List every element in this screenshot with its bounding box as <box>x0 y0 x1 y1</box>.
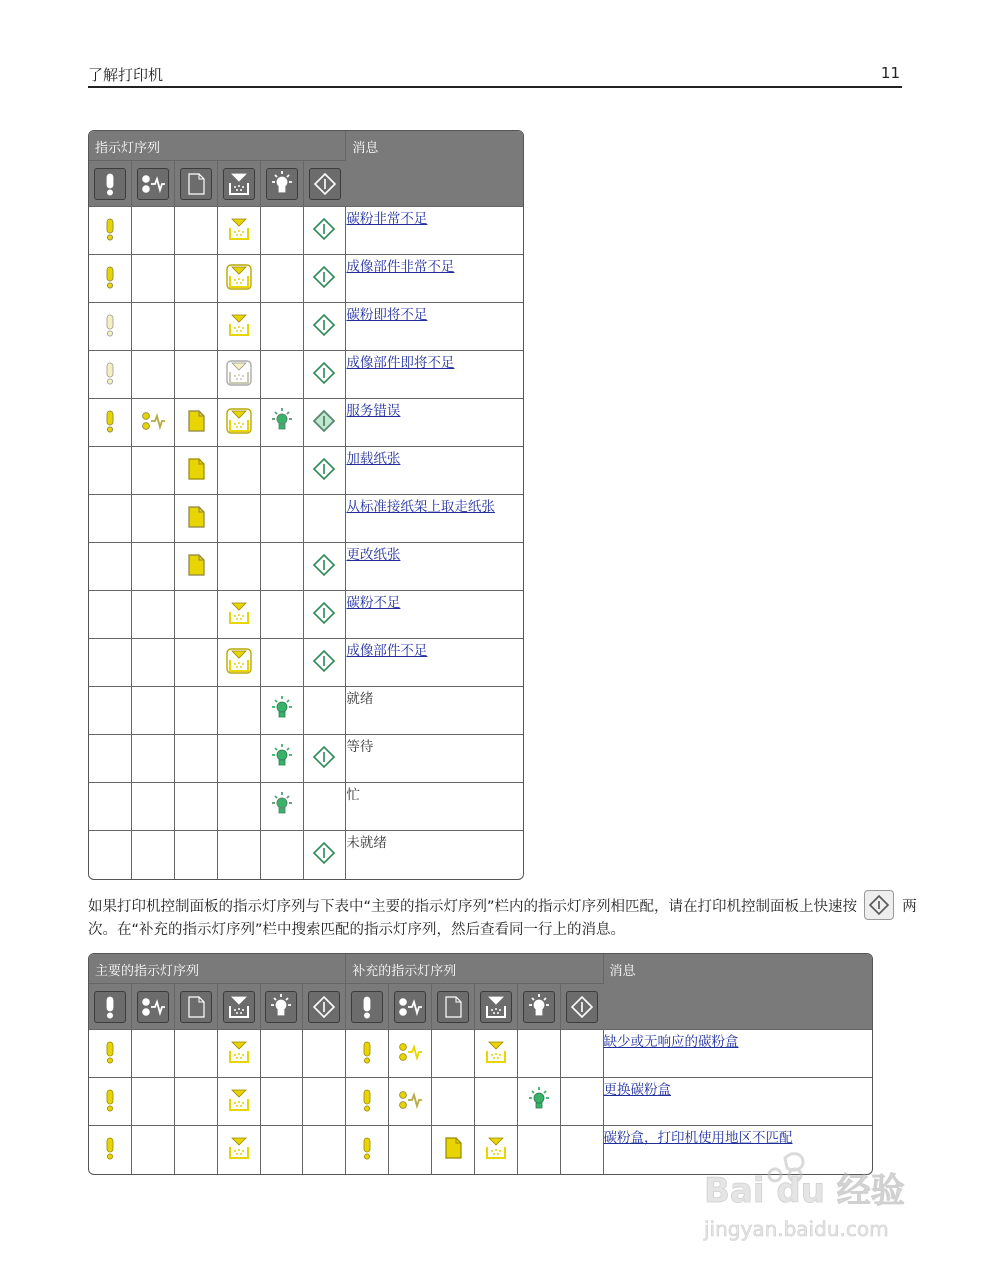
column-header-paper-jam-icon <box>132 984 175 1030</box>
light-cell <box>304 591 347 639</box>
light-cell <box>475 1126 518 1174</box>
ready-on-icon <box>267 694 297 724</box>
error-outline-icon <box>95 358 125 388</box>
light-cell <box>432 1126 475 1174</box>
light-cell <box>89 543 132 591</box>
light-cell <box>89 303 132 351</box>
column-header-error-icon <box>89 161 132 207</box>
paper-blink-icon <box>181 502 211 532</box>
message-cell <box>346 783 523 831</box>
light-cell <box>89 255 132 303</box>
light-cell <box>218 1078 261 1126</box>
light-cell <box>218 591 261 639</box>
column-header-continue-icon <box>303 984 346 1030</box>
light-cell <box>304 207 347 255</box>
light-cell <box>261 735 304 783</box>
watermark-url: jingyan.baidu.com <box>704 1217 889 1241</box>
light-cell <box>261 543 304 591</box>
light-cell <box>175 399 218 447</box>
light-cell <box>304 351 347 399</box>
continue-button-icon <box>864 890 894 920</box>
light-cell <box>175 303 218 351</box>
light-cell <box>218 399 261 447</box>
paper-icon <box>437 991 469 1023</box>
light-cell <box>132 399 175 447</box>
continue-on-icon <box>309 550 339 580</box>
light-cell <box>89 687 132 735</box>
light-cell <box>304 447 347 495</box>
light-cell <box>89 1030 132 1078</box>
light-cell <box>432 1030 475 1078</box>
jam-on-icon <box>395 1037 425 1067</box>
column-header-toner-icon <box>475 984 518 1030</box>
light-cell <box>132 735 175 783</box>
group-header: 指示灯序列 <box>89 131 346 161</box>
light-cell <box>304 399 347 447</box>
message-link[interactable]: 更换碳粉盒 <box>603 1082 671 1098</box>
light-cell <box>132 495 175 543</box>
light-cell <box>261 783 304 831</box>
error-icon <box>94 168 126 200</box>
light-cell <box>175 783 218 831</box>
light-cell <box>261 591 304 639</box>
message-text: 就绪 <box>346 691 374 707</box>
continue-on-icon <box>309 358 339 388</box>
light-cell <box>218 303 261 351</box>
light-cell <box>475 1030 518 1078</box>
paper-jam-icon <box>394 991 426 1023</box>
baidu-watermark <box>700 1140 930 1250</box>
light-cell <box>261 639 304 687</box>
message-link[interactable]: 缺少或无响应的碳粉盒 <box>603 1034 739 1050</box>
message-link[interactable]: 加载纸张 <box>346 451 401 467</box>
error-outline-icon <box>95 310 125 340</box>
light-cell <box>218 1030 261 1078</box>
column-header-ready-icon <box>261 984 304 1030</box>
light-cell <box>132 591 175 639</box>
light-cell <box>304 783 347 831</box>
light-cell <box>89 591 132 639</box>
column-header-paper-icon <box>175 984 218 1030</box>
page-header <box>88 62 902 88</box>
ready-icon <box>265 991 297 1023</box>
toner-on-icon <box>224 1037 254 1067</box>
light-cell <box>261 207 304 255</box>
light-cell <box>132 687 175 735</box>
light-cell <box>389 1078 432 1126</box>
imaging-outline-icon <box>224 358 254 388</box>
continue-icon <box>309 168 341 200</box>
error-blink-icon <box>95 262 125 292</box>
error-on-icon <box>95 1133 125 1163</box>
light-cell <box>346 1078 389 1126</box>
light-cell <box>304 687 347 735</box>
message-cell <box>604 1078 873 1126</box>
light-cell <box>261 1030 304 1078</box>
column-header-ready-icon <box>261 161 304 207</box>
light-cell <box>303 1126 346 1174</box>
light-cell <box>175 1126 218 1174</box>
continue-on-icon <box>309 838 339 868</box>
error-on-icon <box>352 1133 382 1163</box>
message-header: 消息 <box>346 131 523 207</box>
light-cell <box>261 1078 304 1126</box>
error-on-icon <box>352 1037 382 1067</box>
light-cell <box>132 351 175 399</box>
light-cell <box>518 1078 561 1126</box>
light-cell <box>132 447 175 495</box>
light-cell <box>218 543 261 591</box>
ready-on-icon <box>267 742 297 772</box>
light-cell <box>261 495 304 543</box>
light-cell <box>132 1078 175 1126</box>
ready-icon <box>523 991 555 1023</box>
light-cell <box>175 495 218 543</box>
message-cell <box>346 303 523 351</box>
jam-blink-icon <box>395 1085 425 1115</box>
message-link[interactable]: 碳粉即将不足 <box>346 307 428 323</box>
column-header-error-icon <box>89 984 132 1030</box>
message-link[interactable]: 碳粉不足 <box>346 595 401 611</box>
message-cell <box>346 207 523 255</box>
table-row <box>89 1030 872 1078</box>
column-header-error-icon <box>346 984 389 1030</box>
paper-on-icon <box>438 1133 468 1163</box>
light-cell <box>561 1126 604 1174</box>
message-link[interactable]: 成像部件不足 <box>346 643 428 659</box>
error-on-icon <box>95 1037 125 1067</box>
table-row <box>89 447 523 495</box>
paper-icon <box>180 168 212 200</box>
message-cell <box>604 1030 873 1078</box>
column-header-ready-icon <box>518 984 561 1030</box>
light-cell <box>304 303 347 351</box>
message-cell <box>346 495 523 543</box>
light-cell <box>175 543 218 591</box>
light-cell <box>132 783 175 831</box>
imaging-on-icon <box>224 646 254 676</box>
toner-on-icon <box>224 598 254 628</box>
message-text: 未就绪 <box>346 835 387 851</box>
light-cell <box>561 1078 604 1126</box>
light-cell <box>304 255 347 303</box>
light-cell <box>218 735 261 783</box>
table-row <box>89 399 523 447</box>
light-cell <box>89 735 132 783</box>
light-cell <box>346 1126 389 1174</box>
light-cell <box>218 783 261 831</box>
table-row <box>89 639 523 687</box>
table-row <box>89 255 523 303</box>
light-cell <box>218 1126 261 1174</box>
paper-blink-icon <box>181 406 211 436</box>
primary-header: 主要的指示灯序列 <box>89 954 346 984</box>
table-row <box>89 783 523 831</box>
paragraph-part-1: 如果打印机控制面板的指示灯序列与下表中“主要的指示灯序列”栏内的指示灯序列相匹配，请在打印机控制面板上快速按 <box>88 899 858 915</box>
column-header-paper-jam-icon <box>389 984 432 1030</box>
light-cell <box>89 831 132 879</box>
column-header-paper-icon <box>432 984 475 1030</box>
message-header-2: 消息 <box>604 954 873 1030</box>
table-row <box>89 831 523 879</box>
toner-icon <box>223 168 255 200</box>
error-on-icon <box>95 1085 125 1115</box>
light-cell <box>175 591 218 639</box>
paper-icon <box>180 991 212 1023</box>
light-cell <box>218 255 261 303</box>
column-header-paper-icon <box>175 161 218 207</box>
table-row <box>89 303 523 351</box>
light-cell <box>304 495 347 543</box>
light-cell <box>261 447 304 495</box>
instruction-paragraph <box>88 890 918 940</box>
message-text: 等待 <box>346 739 374 755</box>
table-row <box>89 687 523 735</box>
message-cell <box>346 639 523 687</box>
message-link[interactable]: 碳粉盒，打印机使用地区不匹配 <box>603 1130 793 1146</box>
message-cell <box>346 255 523 303</box>
light-cell <box>132 639 175 687</box>
error-blink-icon <box>95 214 125 244</box>
error-icon <box>351 991 383 1023</box>
table-row <box>89 591 523 639</box>
message-cell <box>346 591 523 639</box>
column-header-continue-icon <box>304 161 347 207</box>
light-cell <box>261 399 304 447</box>
light-cell <box>218 639 261 687</box>
message-cell <box>346 687 523 735</box>
continue-on-icon <box>309 598 339 628</box>
continue-on-icon <box>309 214 339 244</box>
light-cell <box>89 351 132 399</box>
table-row <box>89 207 523 255</box>
column-header-toner-icon <box>218 984 261 1030</box>
light-cell <box>89 447 132 495</box>
continue-on-icon <box>309 742 339 772</box>
light-cell <box>175 831 218 879</box>
light-cell <box>218 495 261 543</box>
light-cell <box>518 1126 561 1174</box>
light-cell <box>261 1126 304 1174</box>
chapter-title: 了解打印机 <box>88 66 164 84</box>
light-cell <box>132 831 175 879</box>
light-cell <box>175 207 218 255</box>
light-cell <box>89 783 132 831</box>
message-link[interactable]: 从标准接纸架上取走纸张 <box>346 499 495 515</box>
table-row <box>89 495 523 543</box>
light-cell <box>132 207 175 255</box>
message-link[interactable]: 更改纸张 <box>346 547 401 563</box>
light-cell <box>346 1030 389 1078</box>
imaging-on-icon <box>224 406 254 436</box>
light-cell <box>261 303 304 351</box>
light-cell <box>175 447 218 495</box>
svg-text:Bai du 经验: Bai du 经验 <box>704 1171 905 1211</box>
message-cell <box>346 399 523 447</box>
toner-on-icon <box>481 1037 511 1067</box>
continue-icon <box>308 991 340 1023</box>
imaging-on-icon <box>224 262 254 292</box>
light-cell <box>89 207 132 255</box>
light-cell <box>89 1078 132 1126</box>
light-cell <box>175 1078 218 1126</box>
table-row <box>89 735 523 783</box>
message-cell <box>346 447 523 495</box>
light-cell <box>561 1030 604 1078</box>
ready-blink-icon <box>267 406 297 436</box>
paper-jam-icon <box>137 991 169 1023</box>
message-link[interactable]: 服务错误 <box>346 403 401 419</box>
message-link[interactable]: 成像部件非常不足 <box>346 259 455 275</box>
light-cell <box>175 687 218 735</box>
light-cell <box>218 447 261 495</box>
error-icon <box>94 991 126 1023</box>
light-cell <box>175 639 218 687</box>
light-cell <box>175 1030 218 1078</box>
table-row <box>89 351 523 399</box>
light-cell <box>475 1078 518 1126</box>
light-cell <box>175 255 218 303</box>
light-cell <box>175 351 218 399</box>
jam-blink-icon <box>138 406 168 436</box>
light-cell <box>218 831 261 879</box>
light-cell <box>389 1030 432 1078</box>
light-cell <box>389 1126 432 1174</box>
light-cell <box>261 351 304 399</box>
light-cell <box>89 1126 132 1174</box>
continue-icon <box>566 991 598 1023</box>
light-cell <box>518 1030 561 1078</box>
column-header-continue-icon <box>561 984 604 1030</box>
ready-on-icon <box>524 1085 554 1115</box>
column-header-toner-icon <box>218 161 261 207</box>
light-sequence-table <box>88 130 524 880</box>
light-cell <box>304 735 347 783</box>
light-cell <box>89 639 132 687</box>
paper-jam-icon <box>137 168 169 200</box>
secondary-header: 补充的指示灯序列 <box>346 954 603 984</box>
message-cell <box>346 735 523 783</box>
light-cell <box>132 255 175 303</box>
error-blink-icon <box>95 406 125 436</box>
toner-icon <box>480 991 512 1023</box>
light-cell <box>432 1078 475 1126</box>
light-cell <box>261 831 304 879</box>
message-cell <box>346 831 523 879</box>
toner-on-icon <box>224 1133 254 1163</box>
light-cell <box>132 543 175 591</box>
continue-blink-icon <box>309 406 339 436</box>
column-header-paper-jam-icon <box>132 161 175 207</box>
error-on-icon <box>352 1085 382 1115</box>
paper-on-icon <box>181 454 211 484</box>
light-cell <box>175 735 218 783</box>
message-link[interactable]: 成像部件即将不足 <box>346 355 455 371</box>
continue-on-icon <box>309 310 339 340</box>
light-cell <box>261 687 304 735</box>
light-cell <box>304 831 347 879</box>
toner-icon <box>223 991 255 1023</box>
continue-on-icon <box>309 454 339 484</box>
light-cell <box>303 1078 346 1126</box>
ready-blink-icon <box>267 790 297 820</box>
table-row <box>89 1078 872 1126</box>
light-cell <box>89 399 132 447</box>
light-cell <box>218 351 261 399</box>
toner-on-icon <box>224 1085 254 1115</box>
light-cell <box>304 639 347 687</box>
ready-icon <box>266 168 298 200</box>
continue-on-icon <box>309 262 339 292</box>
toner-on-icon <box>224 310 254 340</box>
message-cell <box>346 543 523 591</box>
page-number: 11 <box>880 64 900 82</box>
table-row <box>89 543 523 591</box>
light-cell <box>132 1030 175 1078</box>
paper-blink-icon <box>181 550 211 580</box>
paragraph-part-2: 两次。在“补充的指示灯序列”栏中搜索匹配的指示灯序列，然后查看同一行上的消息。 <box>88 899 917 938</box>
light-cell <box>89 495 132 543</box>
light-cell <box>132 1126 175 1174</box>
light-cell <box>218 207 261 255</box>
light-cell <box>261 255 304 303</box>
toner-on-icon <box>481 1133 511 1163</box>
message-link[interactable]: 碳粉非常不足 <box>346 211 428 227</box>
light-cell <box>132 303 175 351</box>
light-cell <box>304 543 347 591</box>
light-cell <box>303 1030 346 1078</box>
light-cell <box>218 687 261 735</box>
toner-on-icon <box>224 214 254 244</box>
message-text: 忙 <box>346 787 360 803</box>
message-cell <box>346 351 523 399</box>
continue-on-icon <box>309 646 339 676</box>
